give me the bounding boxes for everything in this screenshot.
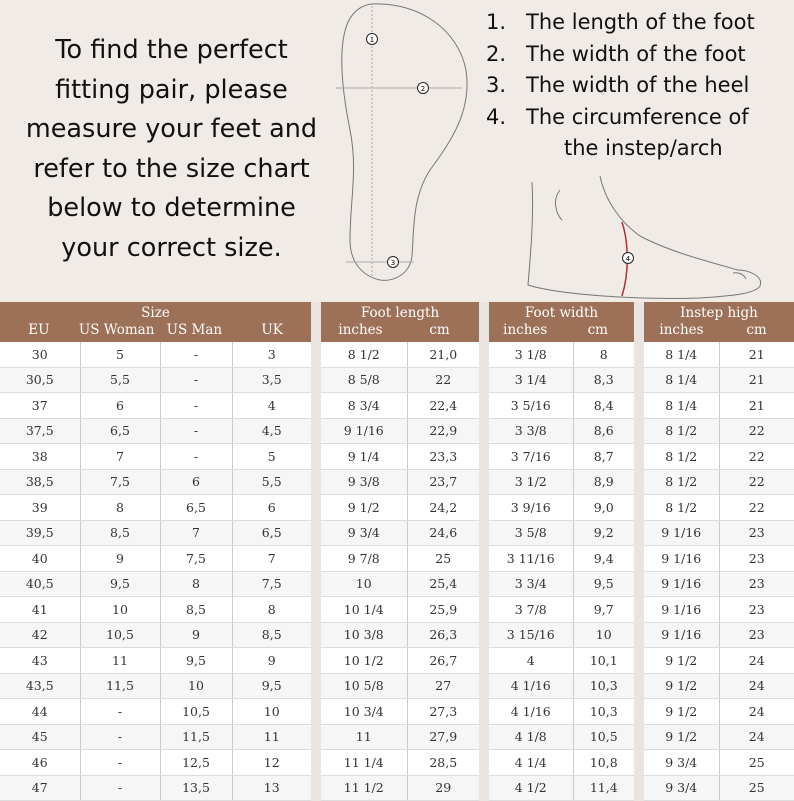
cell-eu: 30,5 [0, 367, 80, 393]
column-gap [634, 775, 644, 801]
column-gap [311, 495, 321, 521]
cell-us-man: - [160, 342, 232, 367]
cell-width-inches: 4 [489, 648, 573, 674]
cell-eu: 39,5 [0, 520, 80, 546]
col-instep-cm: cm [746, 322, 767, 338]
col-eu: EU [28, 322, 50, 338]
intro-line: your correct size. [61, 232, 282, 263]
cell-us-woman: - [80, 775, 160, 801]
intro-line: fitting pair, please [55, 74, 288, 105]
cell-us-woman: 11,5 [80, 673, 160, 699]
intro-line: To find the perfect [55, 35, 288, 65]
cell-instep-cm: 22 [719, 495, 794, 521]
column-gap [479, 367, 489, 393]
cell-instep-inches: 9 1/16 [644, 520, 719, 546]
cell-instep-inches: 9 1/2 [644, 699, 719, 725]
cell-instep-inches: 9 1/2 [644, 724, 719, 750]
column-gap [311, 546, 321, 572]
table-row [0, 367, 794, 393]
cell-width-inches: 4 1/16 [489, 699, 573, 725]
cell-instep-cm: 21 [719, 393, 794, 419]
legend-item: 3. The width of the heel [486, 73, 750, 97]
cell-width-inches: 4 1/16 [489, 673, 573, 699]
cell-uk: 3,5 [232, 367, 311, 393]
cell-us-man: 8,5 [160, 597, 232, 623]
col-instep-inches: inches [659, 322, 704, 338]
table-row [0, 648, 794, 674]
cell-instep-inches: 8 1/2 [644, 469, 719, 495]
cell-width-inches: 3 7/16 [489, 444, 573, 470]
column-gap [311, 750, 321, 776]
table-row [0, 724, 794, 750]
cell-us-woman: 7,5 [80, 469, 160, 495]
column-gap [634, 648, 644, 674]
cell-instep-inches: 9 1/2 [644, 648, 719, 674]
column-gap [311, 775, 321, 801]
column-gap [634, 444, 644, 470]
cell-length-inches: 9 1/16 [321, 418, 407, 444]
cell-length-inches: 9 7/8 [321, 546, 407, 572]
col-width-inches: inches [503, 322, 548, 338]
column-gap [479, 699, 489, 725]
cell-instep-cm: 22 [719, 469, 794, 495]
cell-eu: 38 [0, 444, 80, 470]
cell-width-cm: 9,5 [573, 571, 634, 597]
column-gap [634, 699, 644, 725]
column-gap [634, 393, 644, 419]
cell-eu: 44 [0, 699, 80, 725]
column-gap [479, 342, 489, 367]
cell-length-inches: 10 1/2 [321, 648, 407, 674]
cell-instep-cm: 24 [719, 724, 794, 750]
cell-instep-cm: 24 [719, 648, 794, 674]
table-row [0, 775, 794, 801]
cell-length-inches: 8 1/2 [321, 342, 407, 367]
cell-width-inches: 3 1/4 [489, 367, 573, 393]
cell-length-inches: 11 [321, 724, 407, 750]
cell-eu: 40,5 [0, 571, 80, 597]
cell-length-cm: 23,7 [407, 469, 479, 495]
cell-eu: 42 [0, 622, 80, 648]
size-chart [0, 302, 794, 801]
table-header-row [0, 302, 794, 342]
cell-us-woman: - [80, 699, 160, 725]
table-row [0, 469, 794, 495]
cell-width-inches: 3 7/8 [489, 597, 573, 623]
cell-width-cm: 8 [573, 342, 634, 367]
cell-eu: 43,5 [0, 673, 80, 699]
cell-us-woman: - [80, 750, 160, 776]
cell-instep-inches: 8 1/2 [644, 495, 719, 521]
column-gap [634, 673, 644, 699]
cell-width-cm: 8,9 [573, 469, 634, 495]
cell-us-man: 6 [160, 469, 232, 495]
cell-instep-cm: 23 [719, 520, 794, 546]
cell-length-cm: 26,7 [407, 648, 479, 674]
column-gap [479, 775, 489, 801]
cell-width-inches: 3 15/16 [489, 622, 573, 648]
cell-width-cm: 10,3 [573, 673, 634, 699]
cell-us-man: 6,5 [160, 495, 232, 521]
cell-us-man: 7 [160, 520, 232, 546]
cell-eu: 40 [0, 546, 80, 572]
column-gap [479, 393, 489, 419]
cell-uk: 4,5 [232, 418, 311, 444]
cell-instep-inches: 9 1/16 [644, 546, 719, 572]
cell-width-cm: 8,7 [573, 444, 634, 470]
cell-eu: 37,5 [0, 418, 80, 444]
cell-width-cm: 10,8 [573, 750, 634, 776]
column-gap [479, 495, 489, 521]
marker-1 [367, 34, 378, 45]
column-gap [311, 699, 321, 725]
cell-width-cm: 9,4 [573, 546, 634, 572]
column-gap [311, 520, 321, 546]
foot-side-diagram [528, 176, 761, 298]
cell-length-cm: 23,3 [407, 444, 479, 470]
cell-us-woman: 10 [80, 597, 160, 623]
cell-us-man: 10,5 [160, 699, 232, 725]
cell-length-inches: 10 3/4 [321, 699, 407, 725]
cell-us-woman: - [80, 724, 160, 750]
cell-width-inches: 4 1/4 [489, 750, 573, 776]
cell-width-cm: 8,4 [573, 393, 634, 419]
col-width-cm: cm [587, 322, 608, 338]
column-gap [311, 648, 321, 674]
cell-instep-inches: 8 1/4 [644, 342, 719, 367]
cell-width-inches: 3 1/2 [489, 469, 573, 495]
cell-length-cm: 24,2 [407, 495, 479, 521]
table-row [0, 495, 794, 521]
column-gap [311, 469, 321, 495]
foot-length-label: Foot length [360, 305, 440, 321]
cell-uk: 8,5 [232, 622, 311, 648]
cell-instep-cm: 24 [719, 699, 794, 725]
cell-length-inches: 9 1/2 [321, 495, 407, 521]
cell-uk: 6 [232, 495, 311, 521]
cell-instep-cm: 25 [719, 750, 794, 776]
cell-length-inches: 11 1/2 [321, 775, 407, 801]
cell-uk: 13 [232, 775, 311, 801]
cell-eu: 46 [0, 750, 80, 776]
cell-us-man: 11,5 [160, 724, 232, 750]
table-row [0, 393, 794, 419]
table-row [0, 597, 794, 623]
cell-instep-cm: 23 [719, 622, 794, 648]
cell-length-cm: 25,9 [407, 597, 479, 623]
svg-text:4: 4 [625, 255, 631, 263]
cell-length-inches: 8 3/4 [321, 393, 407, 419]
col-length-cm: cm [429, 322, 450, 338]
cell-us-woman: 6,5 [80, 418, 160, 444]
cell-width-cm: 8,3 [573, 367, 634, 393]
column-gap [479, 673, 489, 699]
table-row [0, 520, 794, 546]
column-gap [634, 495, 644, 521]
cell-uk: 7 [232, 546, 311, 572]
cell-length-cm: 24,6 [407, 520, 479, 546]
table-row [0, 546, 794, 572]
cell-us-man: - [160, 367, 232, 393]
cell-length-inches: 11 1/4 [321, 750, 407, 776]
cell-length-cm: 27,9 [407, 724, 479, 750]
cell-uk: 10 [232, 699, 311, 725]
column-gap [479, 724, 489, 750]
cell-width-inches: 3 5/8 [489, 520, 573, 546]
foot-width-header [489, 302, 634, 342]
cell-width-cm: 10,5 [573, 724, 634, 750]
cell-instep-inches: 9 1/2 [644, 673, 719, 699]
cell-instep-inches: 9 3/4 [644, 775, 719, 801]
size-group-label: Size [141, 305, 170, 321]
cell-uk: 3 [232, 342, 311, 367]
cell-instep-inches: 9 1/16 [644, 597, 719, 623]
column-gap [479, 571, 489, 597]
cell-us-man: 9,5 [160, 648, 232, 674]
legend-item: 1. The length of the foot [486, 10, 755, 34]
intro-line: below to determine [47, 193, 296, 224]
cell-us-man: 7,5 [160, 546, 232, 572]
cell-length-cm: 22,9 [407, 418, 479, 444]
cell-instep-inches: 8 1/4 [644, 393, 719, 419]
cell-width-inches: 3 1/8 [489, 342, 573, 367]
column-gap [311, 367, 321, 393]
cell-instep-inches: 8 1/2 [644, 418, 719, 444]
cell-width-cm: 10,1 [573, 648, 634, 674]
cell-uk: 11 [232, 724, 311, 750]
cell-instep-inches: 8 1/2 [644, 444, 719, 470]
cell-length-cm: 25 [407, 546, 479, 572]
cell-length-inches: 10 1/4 [321, 597, 407, 623]
cell-eu: 41 [0, 597, 80, 623]
table-row [0, 418, 794, 444]
column-gap [634, 342, 644, 367]
intro-line: refer to the size chart [33, 153, 310, 184]
cell-us-woman: 10,5 [80, 622, 160, 648]
table-row [0, 673, 794, 699]
col-us-woman: US Woman [78, 322, 155, 338]
column-gap [479, 750, 489, 776]
column-gap [479, 444, 489, 470]
column-gap [634, 469, 644, 495]
column-gap [479, 520, 489, 546]
cell-width-inches: 3 11/16 [489, 546, 573, 572]
intro-line: measure your feet and [25, 114, 318, 145]
cell-width-inches: 3 3/8 [489, 418, 573, 444]
cell-instep-cm: 25 [719, 775, 794, 801]
cell-instep-cm: 21 [719, 342, 794, 367]
cell-width-inches: 3 3/4 [489, 571, 573, 597]
cell-uk: 5,5 [232, 469, 311, 495]
cell-us-woman: 9 [80, 546, 160, 572]
instep-label: Instep high [680, 305, 758, 321]
cell-length-inches: 8 5/8 [321, 367, 407, 393]
foot-length-header [321, 302, 479, 342]
col-length-inches: inches [338, 322, 383, 338]
cell-width-inches: 4 1/8 [489, 724, 573, 750]
cell-eu: 45 [0, 724, 80, 750]
marker-2 [418, 83, 429, 94]
cell-us-man: 13,5 [160, 775, 232, 801]
cell-instep-cm: 23 [719, 546, 794, 572]
cell-length-inches: 9 3/8 [321, 469, 407, 495]
cell-us-woman: 5,5 [80, 367, 160, 393]
foot-sole-diagram [336, 4, 467, 280]
column-gap [479, 469, 489, 495]
cell-us-woman: 11 [80, 648, 160, 674]
cell-length-inches: 10 3/8 [321, 622, 407, 648]
cell-uk: 9 [232, 648, 311, 674]
svg-text:1: 1 [369, 36, 375, 44]
table-row [0, 342, 794, 367]
table-row [0, 444, 794, 470]
instructions-panel [0, 0, 794, 302]
cell-instep-cm: 23 [719, 571, 794, 597]
cell-eu: 38,5 [0, 469, 80, 495]
cell-length-cm: 28,5 [407, 750, 479, 776]
cell-length-cm: 22,4 [407, 393, 479, 419]
cell-us-woman: 5 [80, 342, 160, 367]
column-gap [634, 520, 644, 546]
cell-us-man: 8 [160, 571, 232, 597]
cell-instep-inches: 8 1/4 [644, 367, 719, 393]
cell-instep-cm: 22 [719, 444, 794, 470]
legend-item: 2. The width of the foot [486, 41, 746, 66]
svg-text:3: 3 [390, 259, 396, 267]
cell-us-woman: 6 [80, 393, 160, 419]
cell-instep-inches: 9 3/4 [644, 750, 719, 776]
column-gap [311, 342, 321, 367]
cell-us-man: - [160, 444, 232, 470]
cell-us-woman: 7 [80, 444, 160, 470]
cell-length-inches: 9 3/4 [321, 520, 407, 546]
column-gap [634, 724, 644, 750]
cell-length-inches: 10 [321, 571, 407, 597]
cell-width-cm: 8,6 [573, 418, 634, 444]
cell-uk: 6,5 [232, 520, 311, 546]
table-row [0, 622, 794, 648]
cell-instep-cm: 21 [719, 367, 794, 393]
cell-length-cm: 26,3 [407, 622, 479, 648]
column-gap [311, 622, 321, 648]
cell-instep-inches: 9 1/16 [644, 571, 719, 597]
column-gap [634, 571, 644, 597]
cell-eu: 39 [0, 495, 80, 521]
column-gap [479, 648, 489, 674]
table-body [0, 342, 794, 801]
cell-length-cm: 29 [407, 775, 479, 801]
column-gap [311, 673, 321, 699]
cell-width-inches: 3 5/16 [489, 393, 573, 419]
size-table [0, 302, 794, 801]
cell-instep-cm: 22 [719, 418, 794, 444]
cell-uk: 5 [232, 444, 311, 470]
cell-eu: 43 [0, 648, 80, 674]
cell-us-woman: 8 [80, 495, 160, 521]
cell-us-man: 12,5 [160, 750, 232, 776]
cell-width-cm: 11,4 [573, 775, 634, 801]
cell-width-cm: 9,0 [573, 495, 634, 521]
column-gap [479, 546, 489, 572]
cell-length-cm: 27 [407, 673, 479, 699]
column-gap [479, 597, 489, 623]
column-gap [311, 444, 321, 470]
column-gap [479, 622, 489, 648]
cell-length-cm: 25,4 [407, 571, 479, 597]
table-row [0, 750, 794, 776]
cell-instep-cm: 24 [719, 673, 794, 699]
cell-us-man: - [160, 418, 232, 444]
cell-uk: 4 [232, 393, 311, 419]
column-gap [634, 622, 644, 648]
cell-us-woman: 9,5 [80, 571, 160, 597]
column-gap [311, 724, 321, 750]
column-gap [311, 393, 321, 419]
cell-us-woman: 8,5 [80, 520, 160, 546]
cell-width-inches: 4 1/2 [489, 775, 573, 801]
cell-length-inches: 9 1/4 [321, 444, 407, 470]
foot-width-label: Foot width [524, 305, 599, 321]
cell-us-man: 10 [160, 673, 232, 699]
column-gap [311, 597, 321, 623]
cell-length-cm: 22 [407, 367, 479, 393]
cell-width-cm: 9,2 [573, 520, 634, 546]
column-gap [479, 418, 489, 444]
legend-item-continuation: the instep/arch [564, 136, 723, 160]
svg-text:2: 2 [420, 85, 426, 93]
cell-uk: 7,5 [232, 571, 311, 597]
cell-width-inches: 3 9/16 [489, 495, 573, 521]
cell-length-cm: 21,0 [407, 342, 479, 367]
column-gap [311, 571, 321, 597]
column-gap [634, 367, 644, 393]
column-gap [634, 546, 644, 572]
col-uk: UK [261, 322, 283, 338]
cell-uk: 12 [232, 750, 311, 776]
cell-eu: 47 [0, 775, 80, 801]
col-us-man: US Man [166, 322, 223, 338]
cell-instep-inches: 9 1/16 [644, 622, 719, 648]
measurement-legend [486, 7, 786, 165]
cell-uk: 9,5 [232, 673, 311, 699]
cell-width-cm: 9,7 [573, 597, 634, 623]
cell-us-man: 9 [160, 622, 232, 648]
cell-width-cm: 10,3 [573, 699, 634, 725]
cell-uk: 8 [232, 597, 311, 623]
table-row [0, 571, 794, 597]
column-gap [634, 750, 644, 776]
column-gap [311, 418, 321, 444]
cell-us-man: - [160, 393, 232, 419]
cell-length-cm: 27,3 [407, 699, 479, 725]
instep-header [644, 302, 794, 342]
cell-eu: 37 [0, 393, 80, 419]
legend-item: 4. The circumference of [486, 104, 749, 129]
cell-eu: 30 [0, 342, 80, 367]
column-gap [634, 418, 644, 444]
cell-instep-cm: 23 [719, 597, 794, 623]
size-header [0, 302, 311, 342]
marker-4 [623, 253, 634, 264]
cell-length-inches: 10 5/8 [321, 673, 407, 699]
cell-width-cm: 10 [573, 622, 634, 648]
table-row [0, 699, 794, 725]
marker-3 [388, 257, 399, 268]
column-gap [634, 597, 644, 623]
